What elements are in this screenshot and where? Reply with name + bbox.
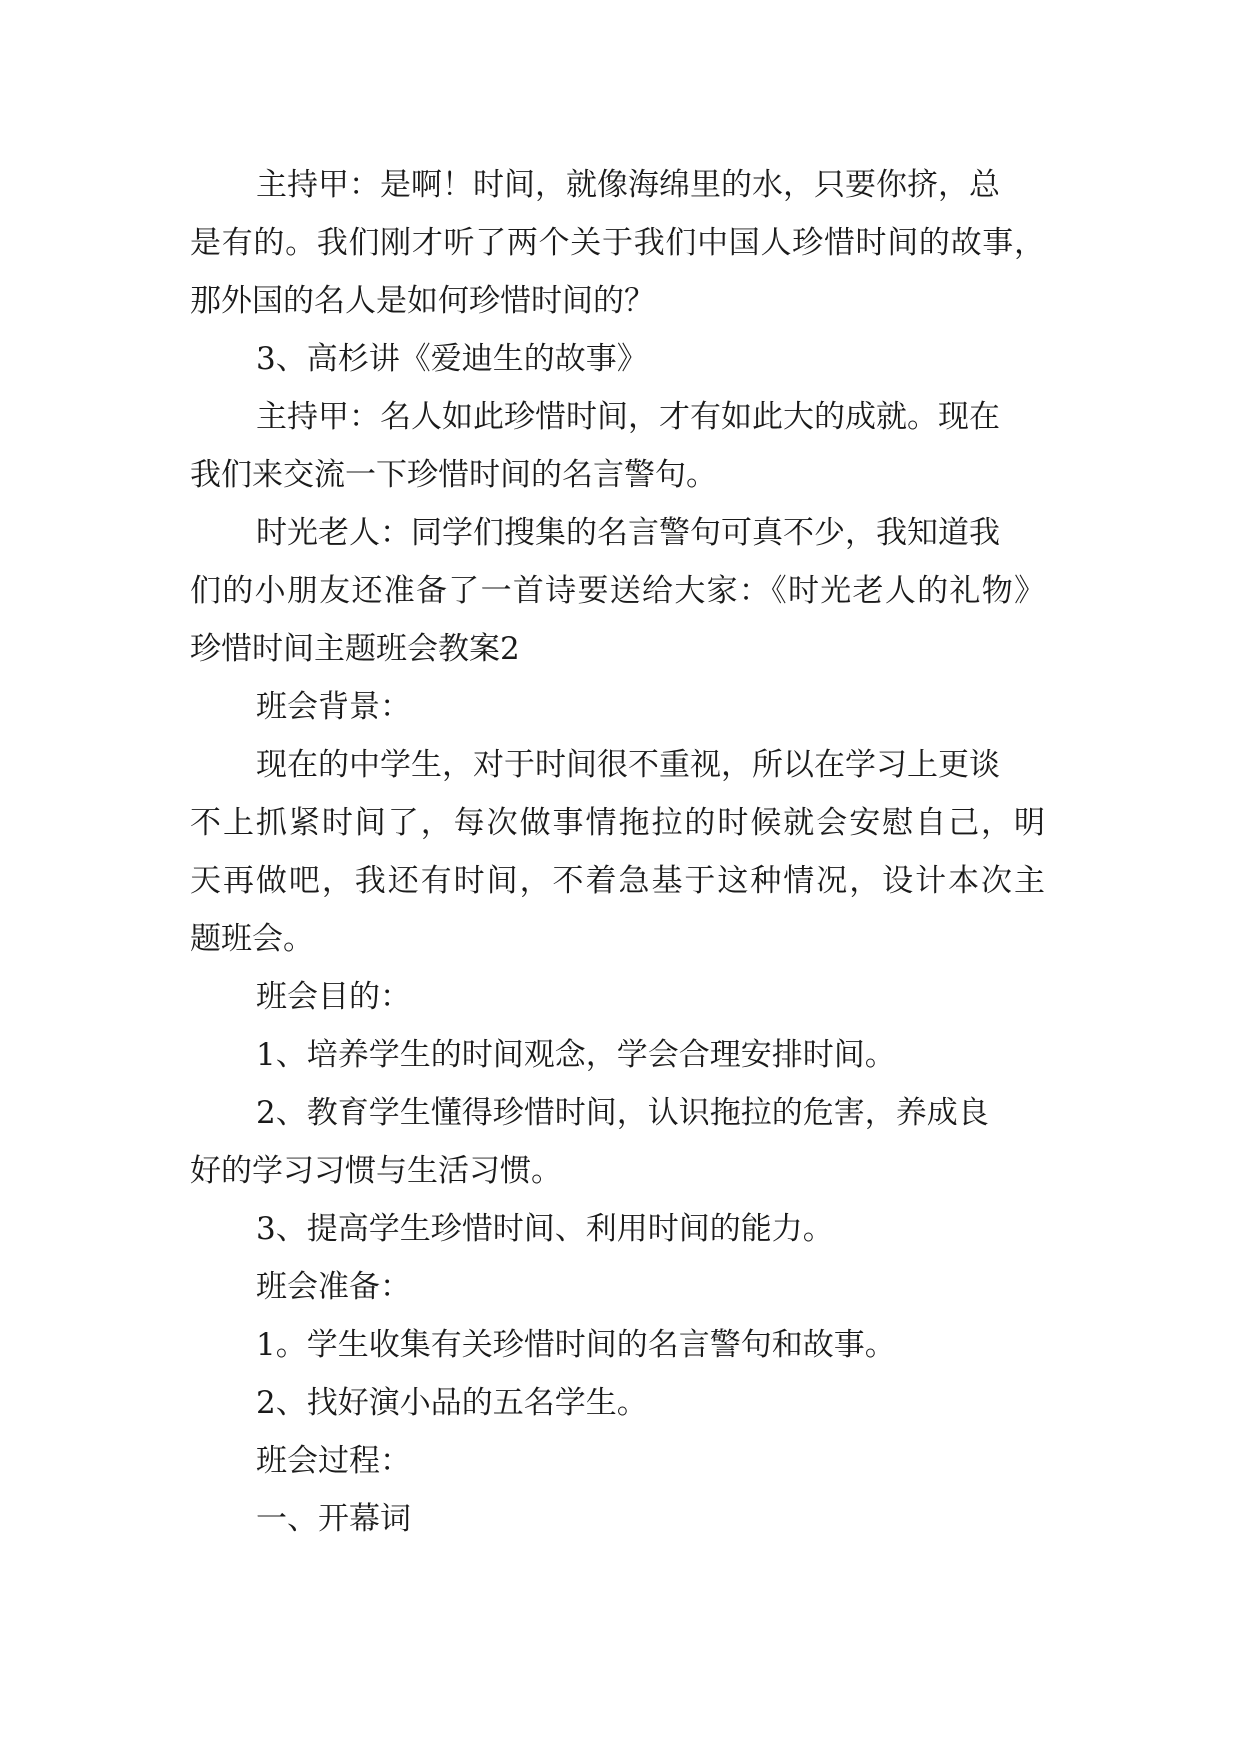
list-item: 2、教育学生懂得珍惜时间，认识拖拉的危害，养成良 — [256, 1095, 989, 1131]
section-heading: 班会目的： — [256, 979, 411, 1015]
section-heading: 班会过程： — [256, 1443, 411, 1479]
list-item: 3、提高学生珍惜时间、利用时间的能力。 — [256, 1211, 834, 1247]
paragraph-line: 们的小朋友还准备了一首诗要送给大家：《时光老人的礼物》 — [190, 573, 1045, 609]
paragraph-line: 那外国的名人是如何珍惜时间的？ — [190, 283, 655, 319]
paragraph-line: 不上抓紧时间了，每次做事情拖拉的时候就会安慰自己，明 — [190, 805, 1045, 841]
list-item: 1。学生收集有关珍惜时间的名言警句和故事。 — [256, 1327, 896, 1363]
paragraph-line: 好的学习习惯与生活习惯。 — [190, 1153, 562, 1189]
paragraph-line: 是有的。我们刚才听了两个关于我们中国人珍惜时间的故事， — [190, 225, 1045, 261]
section-heading: 班会背景： — [256, 689, 411, 725]
paragraph-line: 时光老人：同学们搜集的名言警句可真不少，我知道我 — [256, 515, 1000, 551]
paragraph-line: 天再做吧，我还有时间，不着急基于这种情况，设计本次主 — [190, 863, 1045, 899]
list-item: 2、找好演小品的五名学生。 — [256, 1385, 648, 1421]
paragraph-line: 现在的中学生，对于时间很不重视，所以在学习上更谈 — [256, 747, 1000, 783]
list-item: 3、高杉讲《爱迪生的故事》 — [256, 341, 648, 377]
paragraph-line: 主持甲：名人如此珍惜时间，才有如此大的成就。现在 — [256, 399, 1000, 435]
list-item: 1、培养学生的时间观念，学会合理安排时间。 — [256, 1037, 896, 1073]
section-heading: 一、开幕词 — [256, 1501, 411, 1537]
section-title: 珍惜时间主题班会教案2 — [190, 631, 520, 667]
paragraph-line: 我们来交流一下珍惜时间的名言警句。 — [190, 457, 717, 493]
section-heading: 班会准备： — [256, 1269, 411, 1305]
paragraph-line: 题班会。 — [190, 921, 314, 957]
paragraph-line: 主持甲：是啊！时间，就像海绵里的水，只要你挤，总 — [256, 167, 1000, 203]
